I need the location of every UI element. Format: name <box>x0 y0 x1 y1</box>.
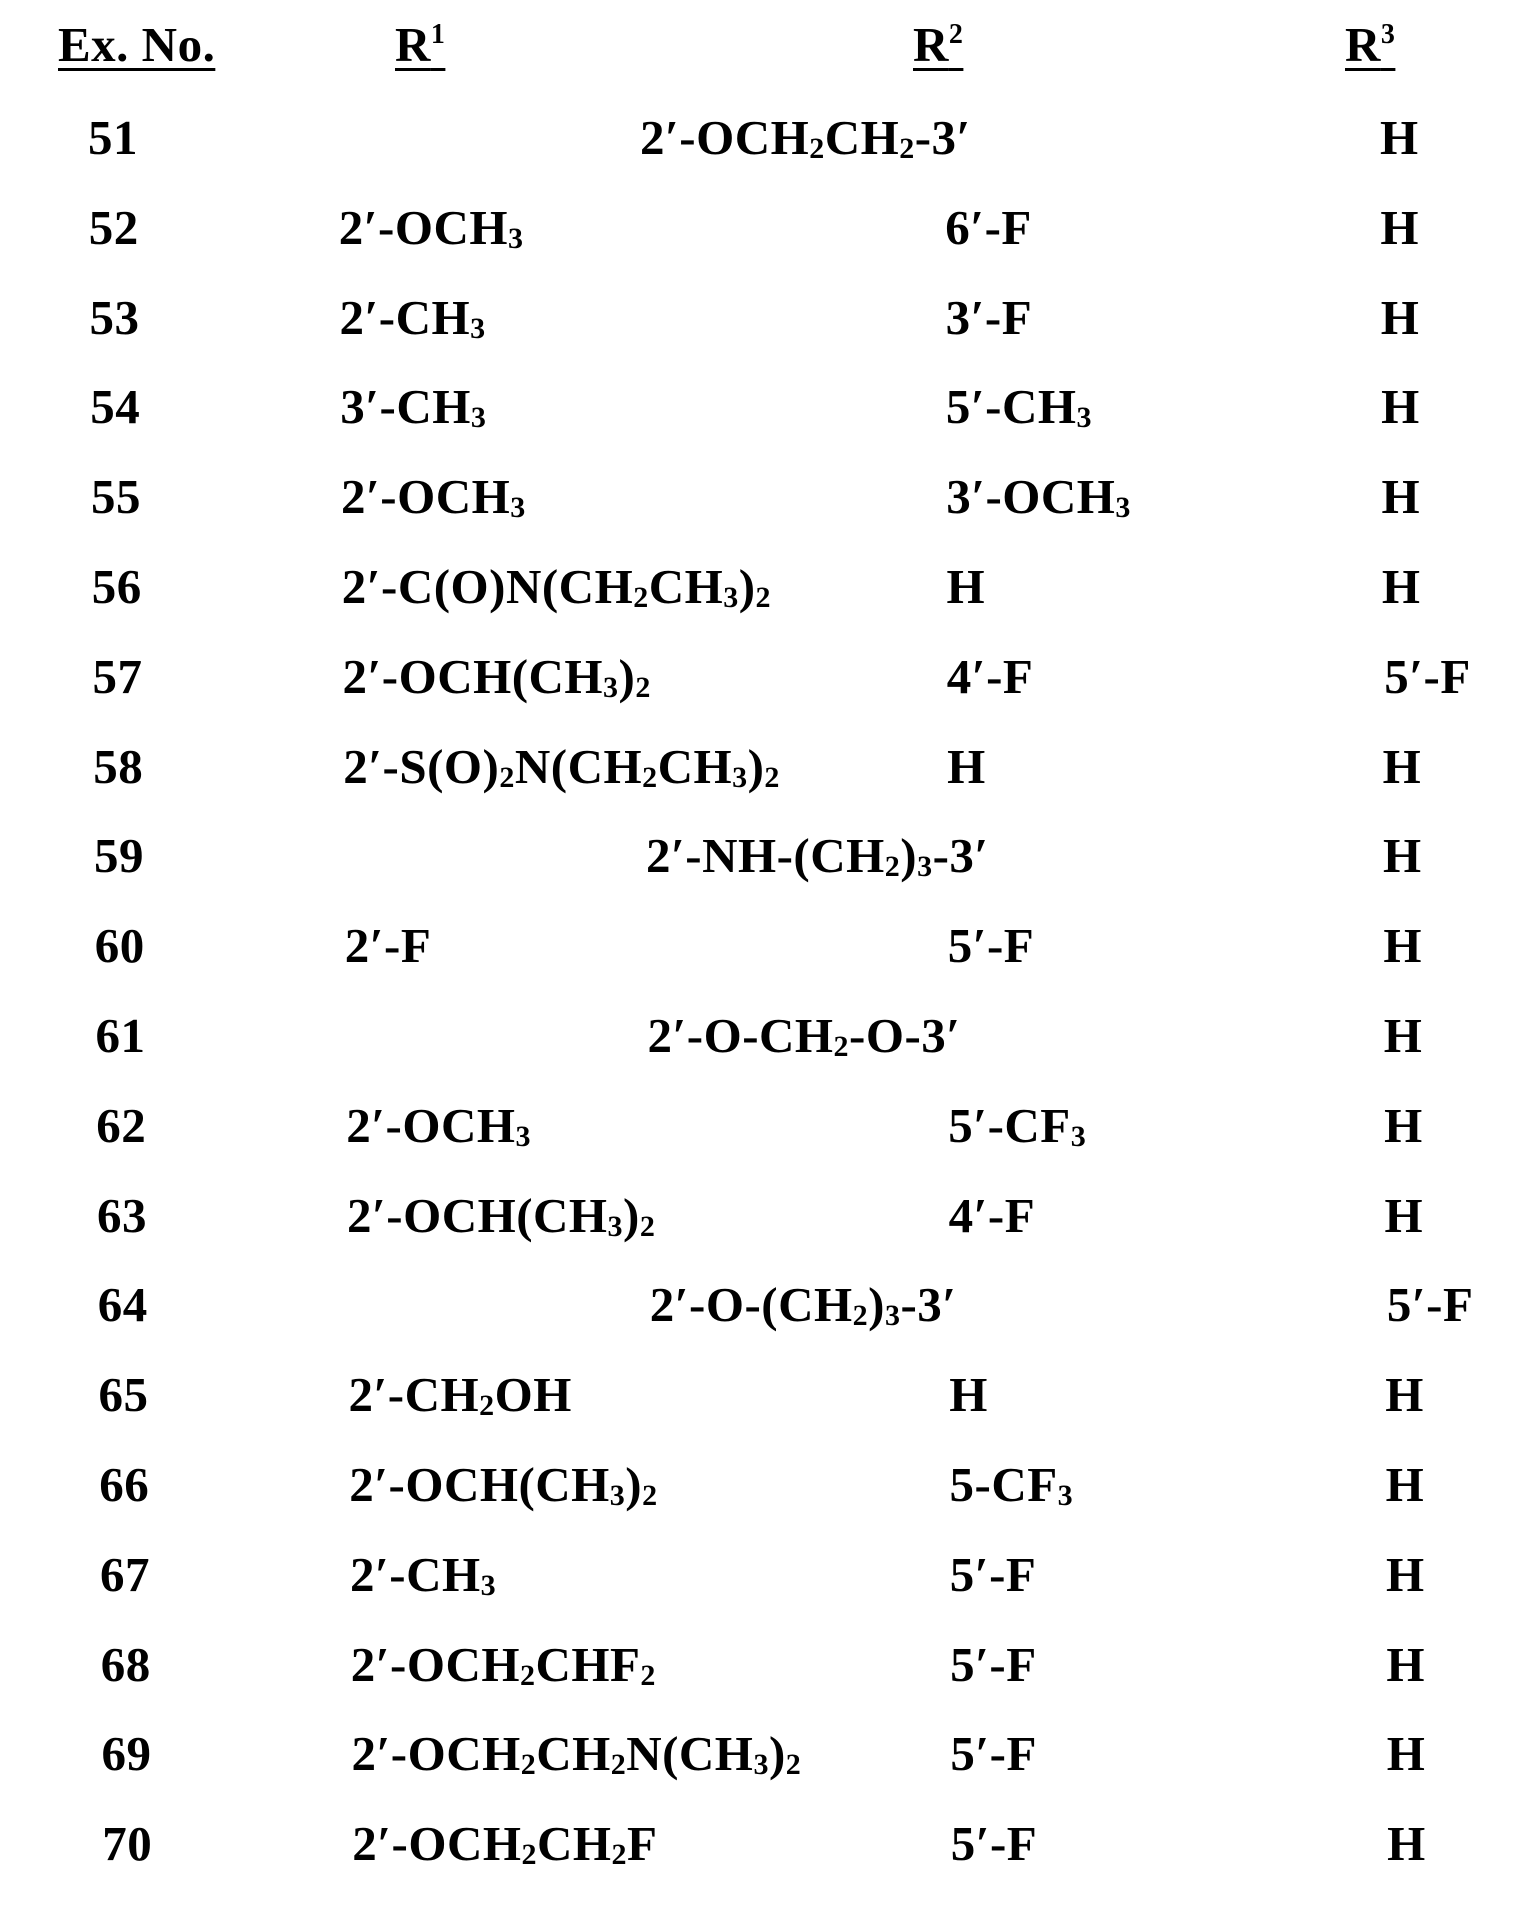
subscript: 3 <box>732 760 748 794</box>
r2-cell <box>949 1367 988 1423</box>
formula-text: 5′-F <box>950 1816 1038 1872</box>
subscript: 3 <box>884 1299 901 1333</box>
formula-text: ) <box>623 1187 640 1243</box>
formula-text: 2′-OCH <box>341 469 511 525</box>
formula-text: N(CH <box>514 738 643 794</box>
r3-cell: H <box>1387 1816 1426 1872</box>
r3-cell: 5′-F <box>1386 1277 1474 1333</box>
formula-text: 5-CF <box>949 1457 1058 1512</box>
formula-text: 3′-CH <box>340 379 471 435</box>
formula-text: CH <box>657 738 733 794</box>
subscript: 3 <box>1057 1479 1074 1512</box>
formula-text: 2′-OCH <box>338 199 508 255</box>
subscript: 3 <box>753 1748 769 1782</box>
subscript: 2 <box>639 1209 656 1243</box>
subscript: 3 <box>1115 491 1131 525</box>
subscript: 3 <box>609 1479 626 1512</box>
formula-text: ) <box>900 828 918 884</box>
r3-cell: H <box>1384 1187 1424 1243</box>
formula-text: 2′-OCH <box>350 1636 520 1692</box>
formula-text: OH <box>494 1367 572 1423</box>
r1-cell <box>338 199 524 255</box>
formula-text: ) <box>618 648 636 704</box>
r3-cell: H <box>1383 918 1422 974</box>
formula-text: H <box>947 738 986 794</box>
ex-no-cell: 52 <box>88 199 139 255</box>
formula-text: 5′-F <box>947 918 1035 974</box>
formula-text: 2′-S(O) <box>343 738 500 794</box>
formula-text: F <box>626 1816 658 1872</box>
ex-no-cell: 51 <box>88 110 138 165</box>
ex-no-cell: 57 <box>92 648 143 704</box>
ex-no-cell: 56 <box>91 559 142 614</box>
header-r2-sup: 2 <box>948 19 964 50</box>
subscript: 2 <box>884 850 901 884</box>
r2-cell <box>950 1726 1037 1782</box>
subscript: 3 <box>1070 1119 1087 1153</box>
ex-no-cell: 69 <box>101 1726 152 1782</box>
formula-text: 2′-OCH <box>640 110 810 165</box>
subscript: 2 <box>479 1389 495 1423</box>
subscript: 3 <box>507 221 524 255</box>
r3-cell: H <box>1381 559 1421 614</box>
subscript: 2 <box>635 670 651 704</box>
r2-cell <box>948 1187 1036 1243</box>
ex-no-cell: 54 <box>90 379 141 435</box>
subscript: 2 <box>755 581 772 614</box>
formula-text: 2′-OCH(CH <box>349 1457 610 1512</box>
r1-cell <box>348 1367 572 1423</box>
formula-text: 2′-OCH(CH <box>342 648 604 704</box>
r1-cell <box>343 738 780 794</box>
formula-text: -3′ <box>932 828 989 884</box>
subscript: 2 <box>642 1479 658 1512</box>
formula-text: 2′-F <box>344 918 432 974</box>
formula-text: H <box>946 559 986 614</box>
r2-cell <box>948 1097 1087 1153</box>
r2-cell <box>950 1636 1037 1692</box>
subscript: 2 <box>521 1838 537 1872</box>
subscript: 2 <box>809 132 825 165</box>
r2-cell <box>945 289 1033 345</box>
r2-cell <box>946 559 986 614</box>
subscript: 2 <box>611 1838 627 1872</box>
header-r1-sup: 1 <box>430 19 446 50</box>
r1-cell <box>341 469 526 525</box>
r1-cell <box>344 918 432 974</box>
formula-text: H <box>949 1367 988 1423</box>
header-r3 <box>1345 17 1396 72</box>
formula-text: ) <box>738 559 756 614</box>
r2-cell <box>945 379 1092 435</box>
formula-text: 2′-O-(CH <box>649 1277 853 1333</box>
header-r3-base: R <box>1345 17 1381 72</box>
r3-cell: H <box>1386 1726 1426 1782</box>
formula-text: 4′-F <box>948 1187 1036 1243</box>
formula-text: CH <box>824 110 900 165</box>
header-ex-no: Ex. No. <box>58 17 216 72</box>
r3-cell: H <box>1385 1457 1425 1512</box>
r2-cell <box>947 738 986 794</box>
r1-cell <box>341 559 772 614</box>
subscript: 2 <box>633 581 649 614</box>
subscript: 3 <box>607 1209 624 1243</box>
r1-cell <box>352 1816 658 1872</box>
formula-text: CHF <box>535 1636 641 1692</box>
formula-text: CH <box>648 559 724 614</box>
r1-cell <box>349 1457 658 1512</box>
r3-cell: H <box>1385 1367 1424 1423</box>
subscript: 3 <box>470 311 486 345</box>
r3-cell: H <box>1381 469 1421 525</box>
fused-r1-r2-cell <box>640 110 971 165</box>
header-r1 <box>395 17 446 72</box>
subscript: 3 <box>470 401 487 435</box>
r3-cell: H <box>1380 199 1419 255</box>
header-r2 <box>913 17 964 72</box>
ex-no-cell: 53 <box>89 289 140 345</box>
formula-text: 6′-F <box>945 199 1032 255</box>
ex-no-cell: 61 <box>95 1008 146 1063</box>
subscript: 2 <box>852 1299 869 1333</box>
ex-no-cell: 65 <box>98 1367 149 1423</box>
r3-cell: H <box>1386 1636 1425 1692</box>
formula-text: CH <box>536 1816 612 1872</box>
formula-text: 2′-OCH <box>346 1097 516 1153</box>
formula-text: 2′-C(O)N(CH <box>341 559 634 614</box>
subscript: 3 <box>1076 401 1092 435</box>
formula-text: 2′-OCH <box>352 1816 522 1872</box>
formula-text: 2′-NH-(CH <box>646 828 885 884</box>
formula-text: 5′-CH <box>945 379 1077 435</box>
ex-no-cell: 67 <box>100 1546 150 1602</box>
ex-no-cell: 68 <box>100 1636 151 1692</box>
r2-cell <box>950 1816 1038 1872</box>
formula-text: 2′-CH <box>348 1367 480 1423</box>
ex-no-cell: 59 <box>94 828 144 884</box>
r1-cell <box>347 1187 656 1243</box>
ex-no-cell: 63 <box>97 1187 147 1243</box>
subscript: 3 <box>510 491 526 525</box>
r1-cell <box>342 648 651 704</box>
formula-text: 5′-CF <box>948 1097 1071 1153</box>
formula-text: 2′-CH <box>350 1546 481 1602</box>
r3-cell: 5′-F <box>1384 648 1471 704</box>
r1-cell <box>346 1097 531 1153</box>
fused-r1-r2-cell <box>649 1277 957 1333</box>
r3-cell: H <box>1381 379 1420 435</box>
fused-r1-r2-cell <box>646 828 989 884</box>
formula-text: 2′-OCH(CH <box>347 1187 608 1243</box>
subscript: 3 <box>515 1119 531 1153</box>
header-r1-base: R <box>395 17 431 72</box>
r2-cell <box>946 648 1034 704</box>
r2-cell <box>949 1546 1037 1602</box>
ex-no-cell: 70 <box>102 1816 153 1872</box>
formula-text: 2′-O-CH <box>647 1008 834 1063</box>
subscript: 2 <box>519 1658 536 1692</box>
formula-text: -O-3′ <box>849 1008 961 1063</box>
subscript: 2 <box>499 760 515 794</box>
formula-text: 2′-CH <box>339 289 471 345</box>
subscript: 2 <box>833 1030 850 1063</box>
r2-cell <box>947 918 1035 974</box>
r2-cell <box>946 469 1131 525</box>
ex-no-cell: 58 <box>93 738 144 794</box>
formula-text: N(CH <box>626 1726 754 1782</box>
header-r3-sup: 3 <box>1380 19 1396 50</box>
formula-text: ) <box>747 738 765 794</box>
r3-cell: H <box>1386 1546 1425 1602</box>
subscript: 2 <box>785 1748 802 1782</box>
formula-text: ) <box>768 1726 786 1782</box>
subscript: 2 <box>640 1658 656 1692</box>
subscript: 2 <box>899 132 915 165</box>
r3-cell: H <box>1380 110 1419 165</box>
subscript: 3 <box>723 581 739 614</box>
r1-cell <box>350 1636 656 1692</box>
r1-cell <box>350 1546 497 1602</box>
formula-text: 5′-F <box>949 1546 1037 1602</box>
subscript: 3 <box>917 850 933 884</box>
ex-no-cell: 66 <box>99 1457 150 1512</box>
ex-no-cell: 60 <box>94 918 145 974</box>
r3-cell: H <box>1383 828 1422 884</box>
r1-cell <box>340 379 487 435</box>
r3-cell: H <box>1380 289 1420 345</box>
formula-text: 2′-OCH <box>351 1726 521 1782</box>
formula-text: 4′-F <box>946 648 1034 704</box>
r2-cell <box>945 199 1032 255</box>
ex-no-cell: 55 <box>91 469 141 525</box>
formula-text: -3′ <box>914 110 971 165</box>
formula-text: 3′-OCH <box>946 469 1116 525</box>
subscript: 2 <box>642 760 658 794</box>
formula-text: 5′-F <box>950 1726 1037 1782</box>
ex-no-cell: 64 <box>97 1277 148 1333</box>
subscript: 2 <box>610 1748 627 1782</box>
r3-cell: H <box>1382 738 1422 794</box>
cutoff-text-line <box>0 1893 1522 1908</box>
formula-text: 5′-F <box>950 1636 1037 1692</box>
formula-text: CH <box>536 1726 611 1782</box>
formula-text: 3′-F <box>945 289 1033 345</box>
r3-cell: H <box>1384 1097 1423 1153</box>
subscript: 3 <box>603 670 619 704</box>
fused-r1-r2-cell <box>647 1008 961 1063</box>
subscript: 2 <box>764 760 780 794</box>
r3-cell: H <box>1383 1008 1423 1063</box>
subscript: 3 <box>480 1568 497 1602</box>
formula-text: -3′ <box>900 1277 957 1333</box>
header-r2-base: R <box>913 17 949 72</box>
r1-cell <box>351 1726 802 1782</box>
r2-cell <box>949 1457 1074 1512</box>
formula-text: ) <box>868 1277 885 1333</box>
ex-no-cell: 62 <box>96 1097 147 1153</box>
subscript: 2 <box>520 1748 537 1782</box>
r1-cell <box>339 289 486 345</box>
formula-text: ) <box>625 1457 643 1512</box>
